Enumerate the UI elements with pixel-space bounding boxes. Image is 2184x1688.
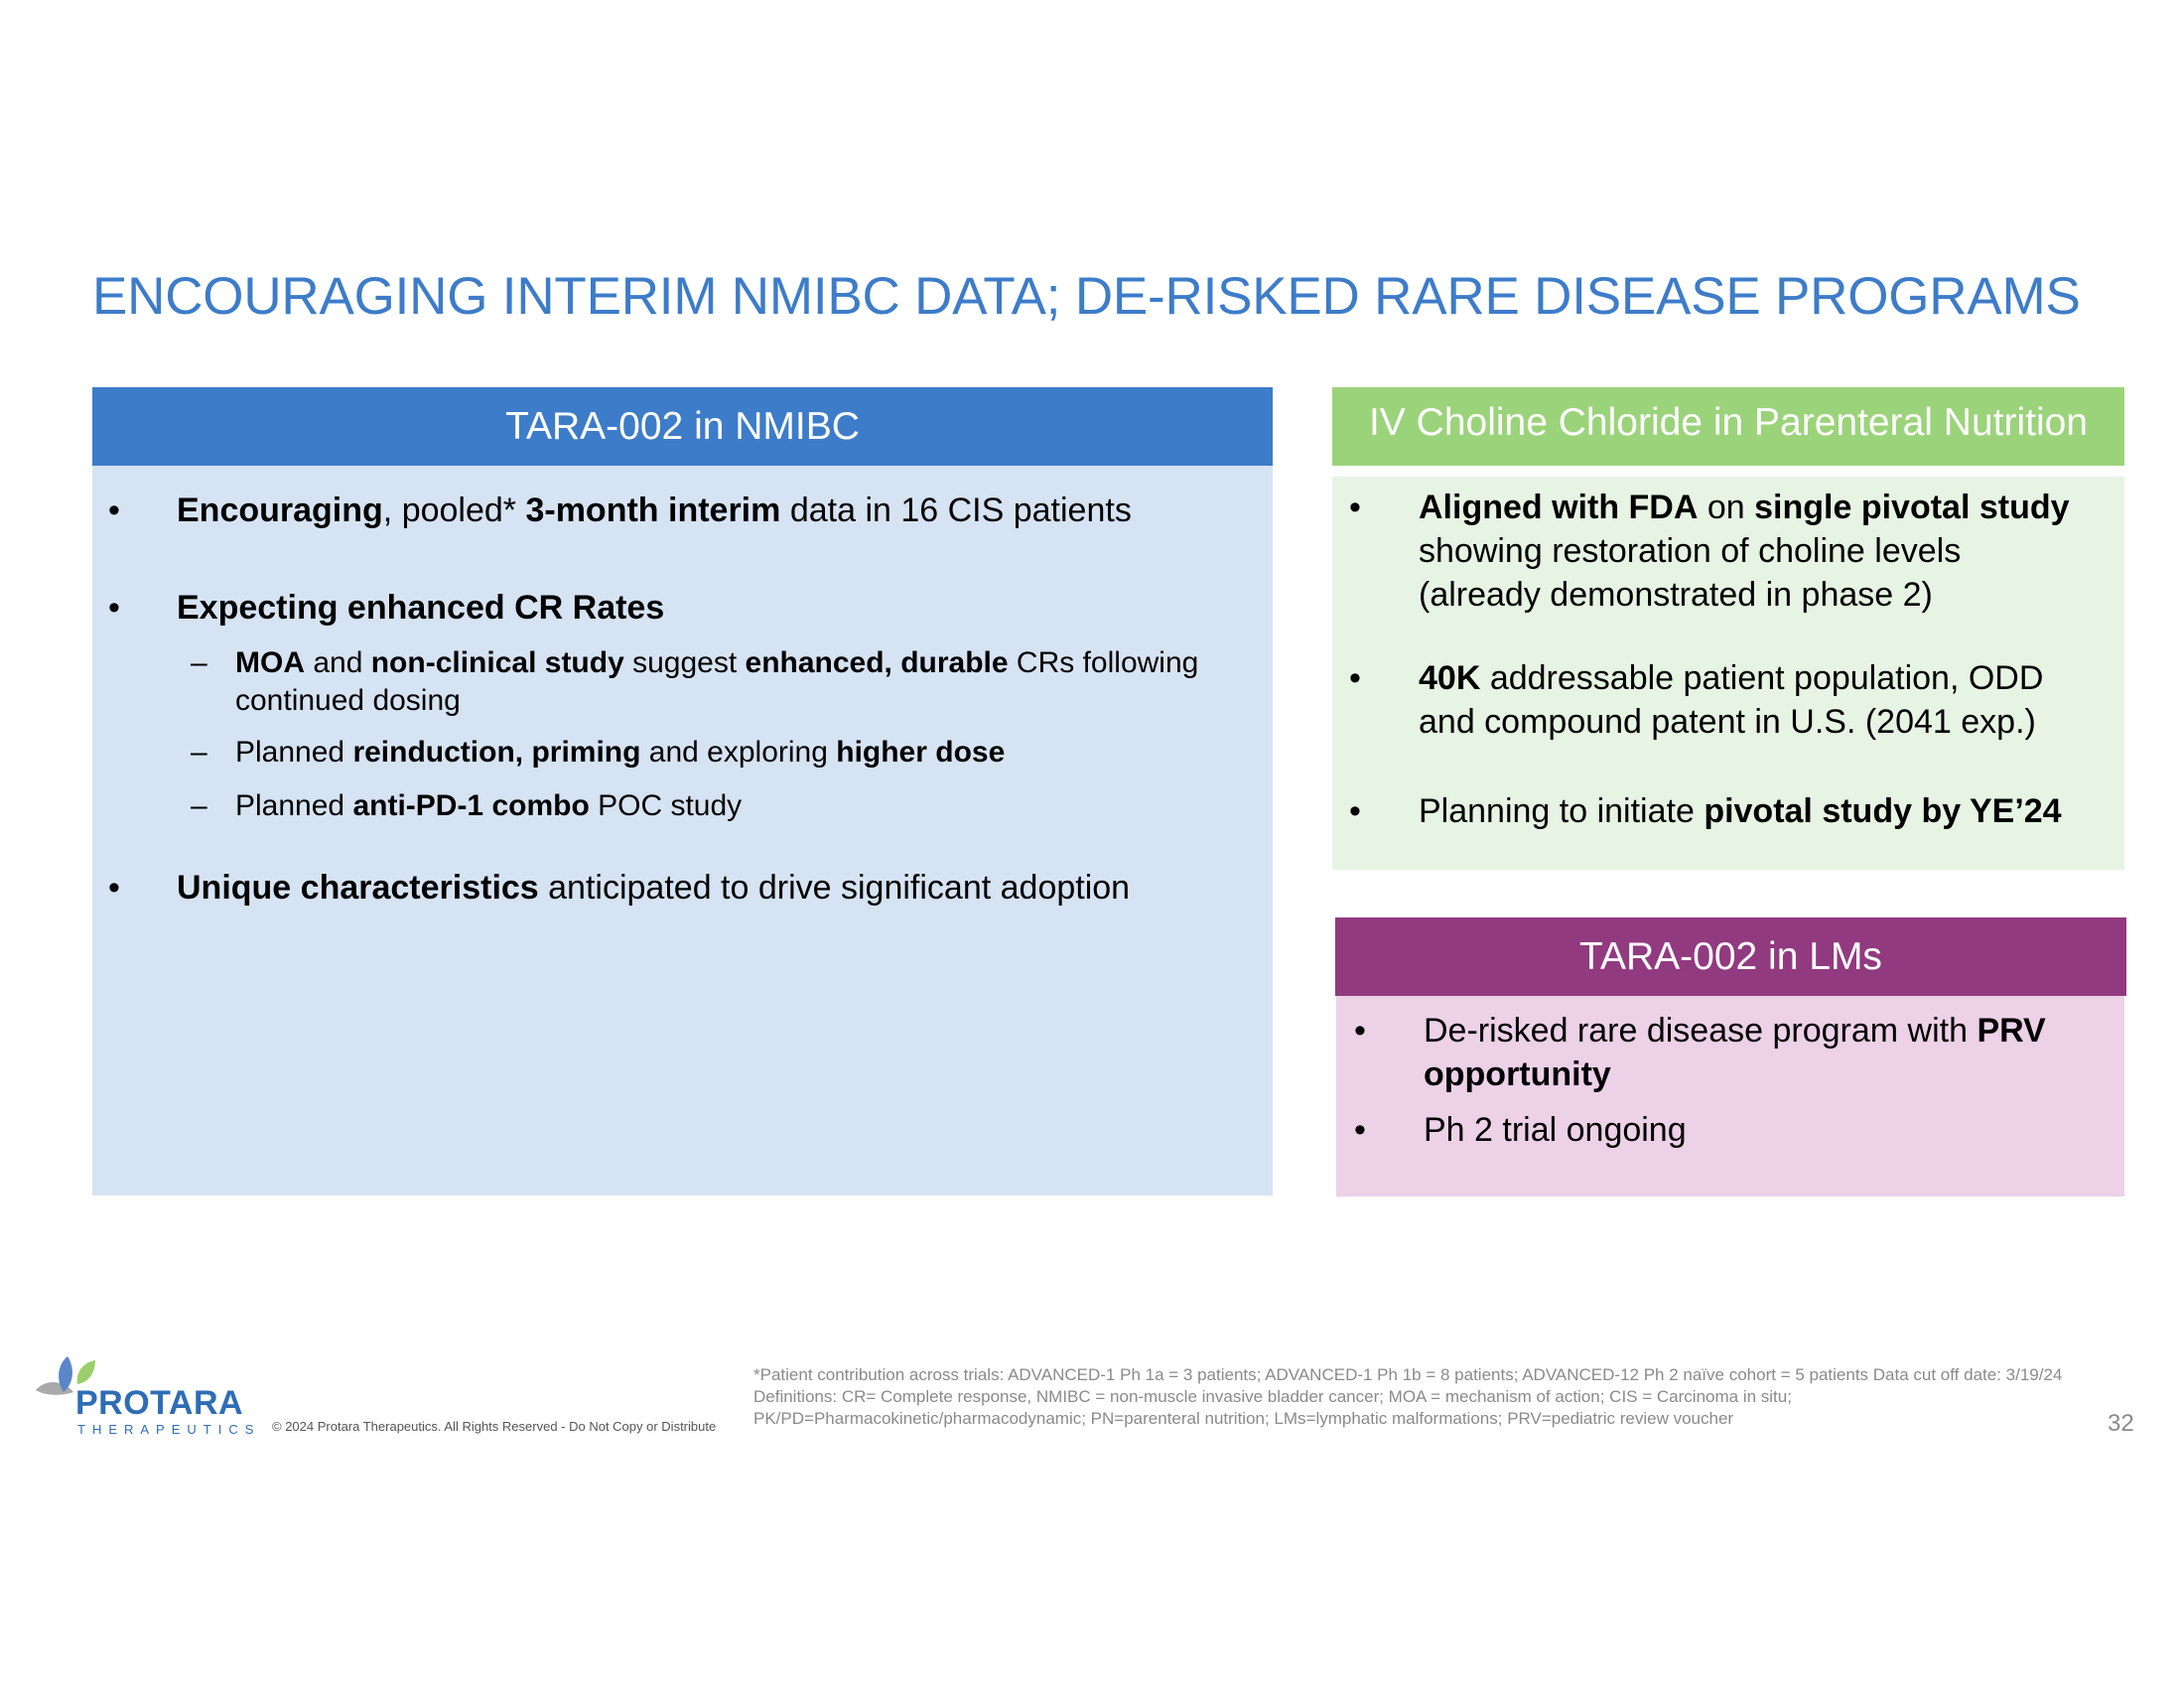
bullet-text: Planning to initiate pivotal study by YE’24 — [1419, 792, 2062, 830]
logo-wordmark: PROTARA — [75, 1384, 244, 1422]
choline-header-label: IV Choline Chloride in Parenteral Nutrition — [1368, 401, 2089, 444]
bullet-text: Unique characteristics anticipated to drive significant adoption — [177, 869, 1131, 907]
bullet-marker: • — [1349, 489, 1361, 526]
copyright-text: © 2024 Protara Therapeutics. All Rights Reserved - Do Not Copy or Distribute — [272, 1419, 717, 1434]
lms-panel-body — [1336, 996, 2124, 1196]
bullet-text: Encouraging, pooled* 3-month interim data in 16 CIS patients — [177, 492, 1132, 529]
footnotes — [753, 1364, 2123, 1430]
footnote-patient-contribution: *Patient contribution across trials: ADVANCED-1 Ph 1a = 3 patients; ADVANCED-1 Ph 1b = 8 patients; ADVANCED-12 Ph 2 naïve cohort = 5 patients Data cut off date: 3/19/24 — [753, 1365, 2063, 1384]
page-number: 32 — [2108, 1410, 2134, 1437]
subbullet-marker: – — [191, 646, 207, 679]
slide-title: ENCOURAGING INTERIM NMIBC DATA; DE-RISKED RARE DISEASE PROGRAMS — [92, 267, 2081, 326]
choline-panel-body — [1332, 477, 2124, 870]
lms-header-label: TARA-002 in LMs — [1579, 934, 1882, 978]
bullet-marker: • — [1354, 1012, 1366, 1050]
bullet-marker: • — [108, 589, 120, 627]
bullet-marker: • — [108, 869, 120, 907]
bullet-marker: • — [108, 492, 120, 529]
bullet-text: De-risked rare disease program with PRV opportunity — [1424, 1012, 2046, 1093]
logo-subtitle: THERAPEUTICS — [77, 1422, 261, 1437]
bullet-marker: • — [1354, 1111, 1366, 1149]
subbullet-marker: – — [191, 789, 207, 822]
bullet-text: 40K addressable patient population, ODD and compound patent in U.S. (2041 exp.) — [1419, 659, 2044, 741]
bullet-text: Expecting enhanced CR Rates — [177, 589, 665, 627]
subbullet-text: Planned anti-PD-1 combo POC study — [235, 789, 743, 822]
bullet-marker: • — [1349, 659, 1361, 697]
nmibc-panel-header — [92, 387, 1273, 466]
nmibc-header-label: TARA-002 in NMIBC — [505, 404, 860, 448]
footnote-definitions: Definitions: CR= Complete response, NMIBC = non-muscle invasive bladder cancer; MOA = mechanism of action; CIS = Carcinoma in situ; PK/PD=Pharmacokinetic/pharmacodynamic; PN=parenteral nutrition; LMs=lymphatic malformations; PRV=pediatric review voucher — [753, 1387, 1792, 1428]
bullet-marker: • — [1349, 792, 1361, 830]
lms-panel-header — [1335, 917, 2126, 996]
subbullet-text: MOA and non-clinical study suggest enhanced, durable CRs following continued dosing — [235, 646, 1199, 717]
bullet-text: Ph 2 trial ongoing — [1424, 1111, 1687, 1149]
nmibc-panel-body — [92, 466, 1273, 1196]
bullet-text: Aligned with FDA on single pivotal study showing restoration of choline levels (already demonstrated in phase 2) — [1419, 489, 2070, 614]
subbullet-text: Planned reinduction, priming and exploring higher dose — [235, 736, 1006, 769]
choline-panel-header — [1332, 387, 2124, 466]
subbullet-marker: – — [191, 736, 207, 769]
protara-logo — [34, 1356, 261, 1437]
